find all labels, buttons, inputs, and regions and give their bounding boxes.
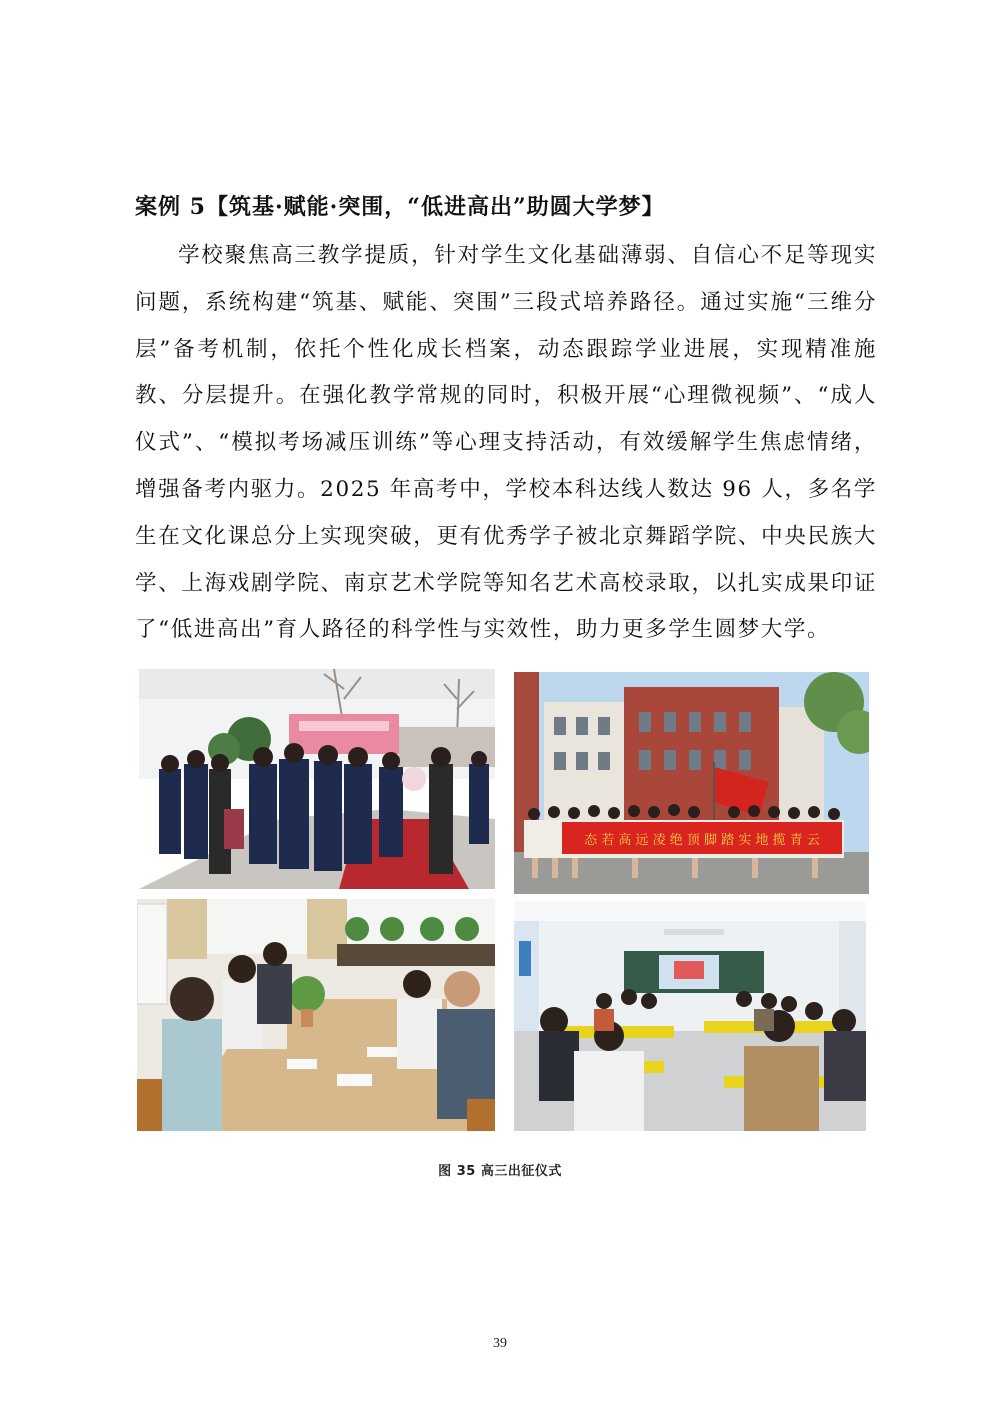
figure-caption: 图 35 高三出征仪式 — [438, 1164, 562, 1179]
page-number: 39 — [493, 1336, 507, 1351]
photo-meeting-table — [137, 899, 495, 1131]
banner-slogan: 态 若 高 远 凌 绝 顶 脚 踏 实 地 揽 青 云 — [584, 833, 820, 848]
photo-ceremony-walk — [139, 669, 495, 889]
case-heading: 案例 5【筑基·赋能·突围，“低进高出”助圆大学梦】 — [135, 194, 665, 220]
photo-group-banner — [514, 672, 869, 894]
photo-classroom-session — [514, 901, 866, 1131]
case-paragraph: 学校聚焦高三教学提质，针对学生文化基础薄弱、自信心不足等现实问题，系统构建“筑基、赋能、突围”三段式培养路径。通过实施“三维分层”备考机制，依托个性化成长档案，动态跟踪学业进展，实现精准施教、分层提升。在强化教学常规的同时，积极开展“心理微视频”、“成人仪式”、“模拟考场减压训练”等心理支持活动，有效缓解学生焦虑情绪，增强备考内驱力。2025 年高考中，学校本科达线人数达 96 人，多名学生在文化课总分上实现突破，更有优秀学子被北京舞蹈学院、中央民族大学、上海戏剧学院、南京艺术学院等知名艺术高校录取，以扎实成果印证了“低进高出”育人路径的科学性与实效性，助力更多学生圆梦大学。 — [135, 243, 877, 643]
